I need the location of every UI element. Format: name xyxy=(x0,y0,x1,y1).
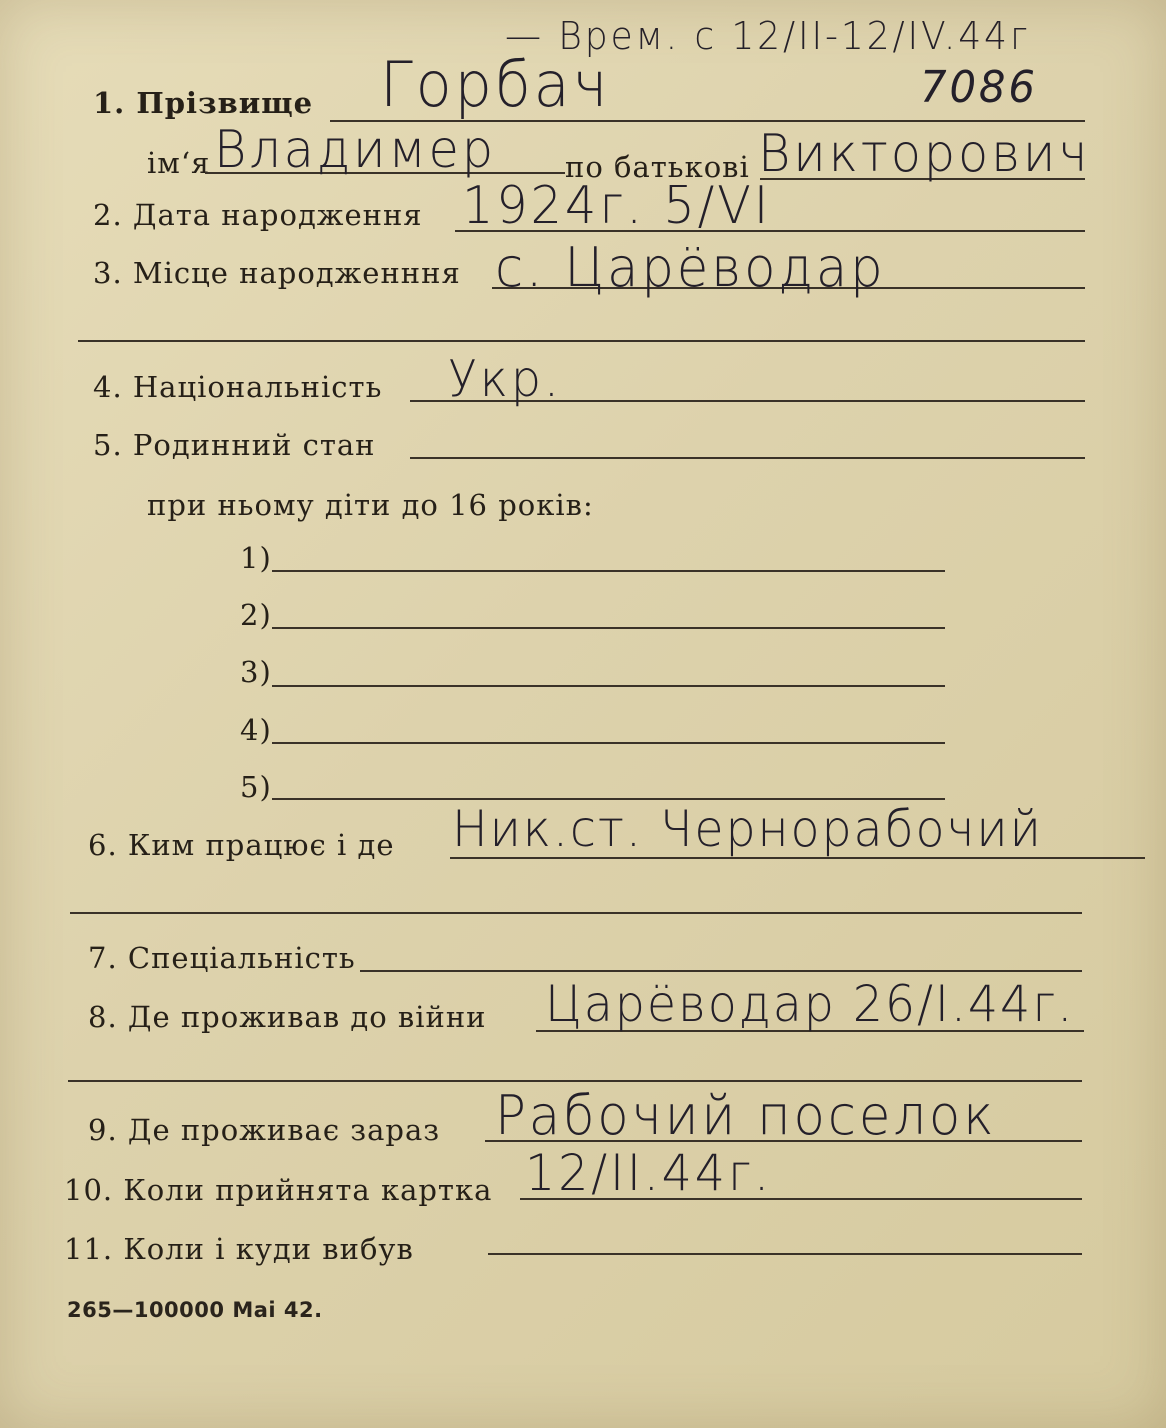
work-line-2 xyxy=(70,912,1082,914)
field-number: 5. xyxy=(93,428,123,462)
child-line xyxy=(272,627,945,629)
children-label: при ньому діти до 16 років: xyxy=(147,488,594,522)
field-number: 8. xyxy=(88,1000,118,1034)
child-num: 5) xyxy=(240,770,272,804)
patronymic-label: по батькові xyxy=(565,150,750,184)
surname-value: Горбач xyxy=(380,48,611,121)
print-code: 265—100000 Mai 42. xyxy=(67,1298,323,1322)
current-label xyxy=(88,1113,440,1147)
child-num: 3) xyxy=(240,655,272,689)
left-line xyxy=(488,1253,1082,1255)
header-note: — Врем. с 12/II-12/IV.44г xyxy=(505,14,1031,58)
left-label xyxy=(64,1232,414,1266)
birth-place-line-2 xyxy=(78,340,1085,342)
nationality-label xyxy=(93,370,382,404)
surname-label: Прізвище xyxy=(136,86,314,120)
prewar-label xyxy=(88,1000,487,1034)
child-num: 2) xyxy=(240,598,272,632)
child-line xyxy=(272,742,945,744)
nationality-value: Укр. xyxy=(448,350,562,408)
specialty-label-text: Спеціальність xyxy=(127,941,356,975)
birth-place-value: с. Царёводар xyxy=(495,236,886,299)
left-label-text: Коли і куди вибув xyxy=(123,1232,414,1266)
marital-label-text: Родинний стан xyxy=(132,428,376,462)
marital-line xyxy=(410,457,1085,459)
nationality-label-text: Національність xyxy=(132,370,383,404)
field-number: 1. xyxy=(93,86,126,120)
child-line xyxy=(272,685,945,687)
accepted-label-text: Коли прийнята картка xyxy=(123,1173,493,1207)
birth-date-label-text: Дата народження xyxy=(132,198,423,232)
prewar-value: Царёводар 26/I.44г. xyxy=(545,975,1075,1033)
child-num: 1) xyxy=(240,541,272,575)
birth-date-value: 1924г. 5/VI xyxy=(462,176,772,236)
accepted-value: 12/II.44г. xyxy=(525,1144,772,1202)
current-label-text: Де проживає зараз xyxy=(127,1113,441,1147)
field-number: 2. xyxy=(93,198,123,232)
field-surname-label xyxy=(93,86,313,120)
birth-place-label xyxy=(93,256,461,290)
name-value: Владимер xyxy=(214,120,497,180)
marital-label xyxy=(93,428,375,462)
birth-place-label-text: Місце народженння xyxy=(132,256,461,290)
card-number: 7086 xyxy=(920,62,1038,113)
child-line xyxy=(272,570,945,572)
specialty-line xyxy=(360,970,1082,972)
child-num: 4) xyxy=(240,713,272,747)
field-number: 3. xyxy=(93,256,123,290)
field-number: 6. xyxy=(88,828,118,862)
patronymic-value: Викторович xyxy=(758,124,1091,184)
accepted-label xyxy=(64,1173,492,1207)
prewar-line-2 xyxy=(68,1080,1082,1082)
work-value: Ник.ст. Чернорабочий xyxy=(452,800,1043,858)
field-number: 4. xyxy=(93,370,123,404)
field-number: 9. xyxy=(88,1113,118,1147)
field-number: 11. xyxy=(64,1232,114,1266)
work-label-text: Ким працює і де xyxy=(127,828,395,862)
specialty-label xyxy=(88,941,356,975)
field-number: 10. xyxy=(64,1173,114,1207)
name-label: ім‘я xyxy=(147,146,211,180)
prewar-label-text: Де проживав до війни xyxy=(127,1000,487,1034)
work-label xyxy=(88,828,395,862)
birth-date-label xyxy=(93,198,423,232)
field-number: 7. xyxy=(88,941,118,975)
current-value: Рабочий поселок xyxy=(495,1084,997,1147)
